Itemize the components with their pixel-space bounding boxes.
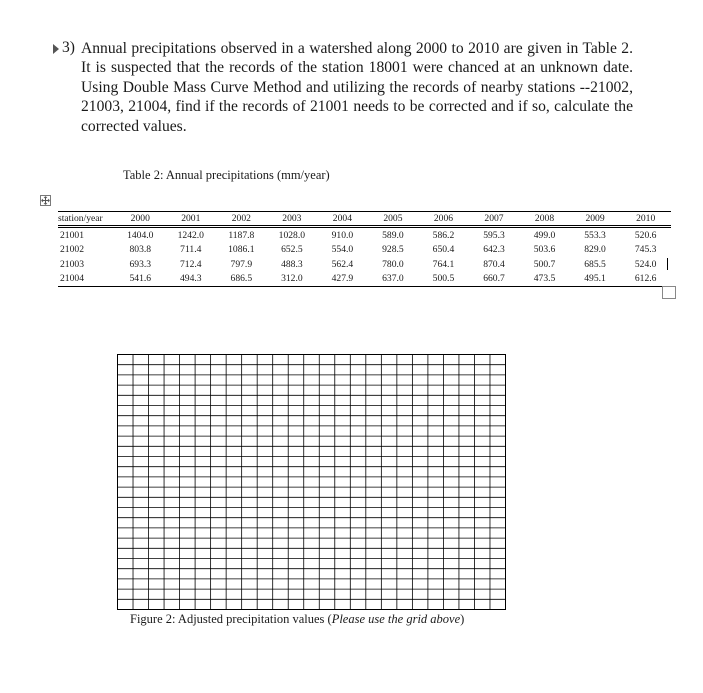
precip-value-cell: 488.3 xyxy=(281,258,303,270)
header-year: 2003 xyxy=(267,212,318,227)
precip-value-cell: 686.5 xyxy=(216,272,267,287)
header-year: 2006 xyxy=(418,212,469,227)
table-row xyxy=(58,272,671,287)
precip-value-cell: 660.7 xyxy=(469,272,520,287)
precip-value-cell: 685.5 xyxy=(584,258,606,270)
figure-caption-italic: Please use the grid above xyxy=(331,612,461,626)
precip-value-cell: 650.4 xyxy=(432,244,455,256)
precip-value-cell: 803.8 xyxy=(129,244,152,256)
station-id-cell: 21002 xyxy=(60,244,84,256)
table-resize-handle[interactable] xyxy=(662,286,676,299)
table-row xyxy=(58,243,671,258)
precip-value-cell: 780.0 xyxy=(382,258,404,270)
header-station-year: station/year xyxy=(58,212,115,227)
precip-value-cell: 427.9 xyxy=(317,272,368,287)
precipitation-table xyxy=(58,211,671,287)
precip-value-cell: 524.0 xyxy=(634,258,657,270)
precip-value-cell: 870.4 xyxy=(483,258,505,270)
station-id-cell: 21001 xyxy=(60,229,84,241)
header-year: 2007 xyxy=(469,212,520,227)
precip-value-cell: 595.3 xyxy=(483,229,505,241)
precip-value-cell: 473.5 xyxy=(519,272,570,287)
precip-value-cell: 494.3 xyxy=(166,272,217,287)
header-year: 2008 xyxy=(519,212,570,227)
question-number: 3) xyxy=(62,39,75,56)
collapse-arrow-icon[interactable] xyxy=(53,44,59,54)
header-year: 2000 xyxy=(115,212,166,227)
precip-value-cell: 745.3 xyxy=(634,244,657,256)
text-cursor xyxy=(667,258,668,270)
precip-value-cell: 553.3 xyxy=(584,229,606,241)
table-caption: Table 2: Annual precipitations (mm/year) xyxy=(123,168,330,182)
precip-value-cell: 652.5 xyxy=(281,244,303,256)
precip-value-cell: 503.6 xyxy=(533,244,556,256)
blank-graph-grid xyxy=(116,353,507,611)
grid-border xyxy=(118,355,506,610)
header-year: 2001 xyxy=(166,212,217,227)
precip-value-cell: 586.2 xyxy=(432,229,455,241)
precip-value-cell: 764.1 xyxy=(432,258,455,270)
precip-value-cell: 797.9 xyxy=(230,258,253,270)
precip-value-cell: 928.5 xyxy=(382,244,404,256)
figure-caption xyxy=(130,612,464,627)
station-id-cell: 21003 xyxy=(60,258,84,270)
header-year: 2005 xyxy=(368,212,419,227)
question-text: Annual precipitations observed in a watershed along 2000 to 2010 are given in Table 2. It is suspected that the records of the station 18001 were chanced at an unknown date. Using Double Mass Curve Method and utilizing the records of nearby stations --21002, 21003, 21004, find if the records of 21001 needs to be corrected and if so, calculate the corrected values. xyxy=(81,40,633,135)
precip-value-cell: 495.1 xyxy=(570,272,621,287)
precip-value-cell: 589.0 xyxy=(382,229,404,241)
precip-value-cell: 642.3 xyxy=(483,244,505,256)
precip-value-cell: 910.0 xyxy=(331,229,354,241)
precip-value-cell: 500.5 xyxy=(418,272,469,287)
precip-value-cell: 693.3 xyxy=(129,258,152,270)
figure-caption-prefix: Figure 2: Adjusted precipitation values ( xyxy=(130,612,332,626)
header-year: 2004 xyxy=(317,212,368,227)
precip-value-cell: 711.4 xyxy=(180,244,202,256)
table-header-row xyxy=(58,212,671,227)
precip-value-cell: 612.6 xyxy=(620,272,671,287)
precip-value-cell: 637.0 xyxy=(368,272,419,287)
table-row xyxy=(58,227,671,243)
precip-value-cell: 1086.1 xyxy=(228,244,255,256)
figure-caption-suffix: ) xyxy=(460,612,465,626)
header-year: 2002 xyxy=(216,212,267,227)
precip-value-cell: 712.4 xyxy=(180,258,202,270)
station-id-cell: 21004 xyxy=(58,272,115,287)
precip-value-cell: 1187.8 xyxy=(228,229,255,241)
precip-value-cell: 554.0 xyxy=(331,244,354,256)
precip-value-cell: 312.0 xyxy=(267,272,318,287)
precip-value-cell: 500.7 xyxy=(533,258,556,270)
precip-value-cell: 829.0 xyxy=(584,244,606,256)
precip-value-cell: 520.6 xyxy=(634,229,657,241)
table-row xyxy=(58,257,671,272)
header-year: 2010 xyxy=(620,212,671,227)
header-year: 2009 xyxy=(570,212,621,227)
precip-value-cell: 541.6 xyxy=(115,272,166,287)
precip-value-cell: 562.4 xyxy=(331,258,354,270)
precip-value-cell: 1242.0 xyxy=(177,229,204,241)
table-move-handle-icon[interactable] xyxy=(40,195,51,206)
precip-value-cell: 1028.0 xyxy=(278,229,306,241)
precip-value-cell: 1404.0 xyxy=(127,229,154,241)
precip-value-cell: 499.0 xyxy=(533,229,556,241)
